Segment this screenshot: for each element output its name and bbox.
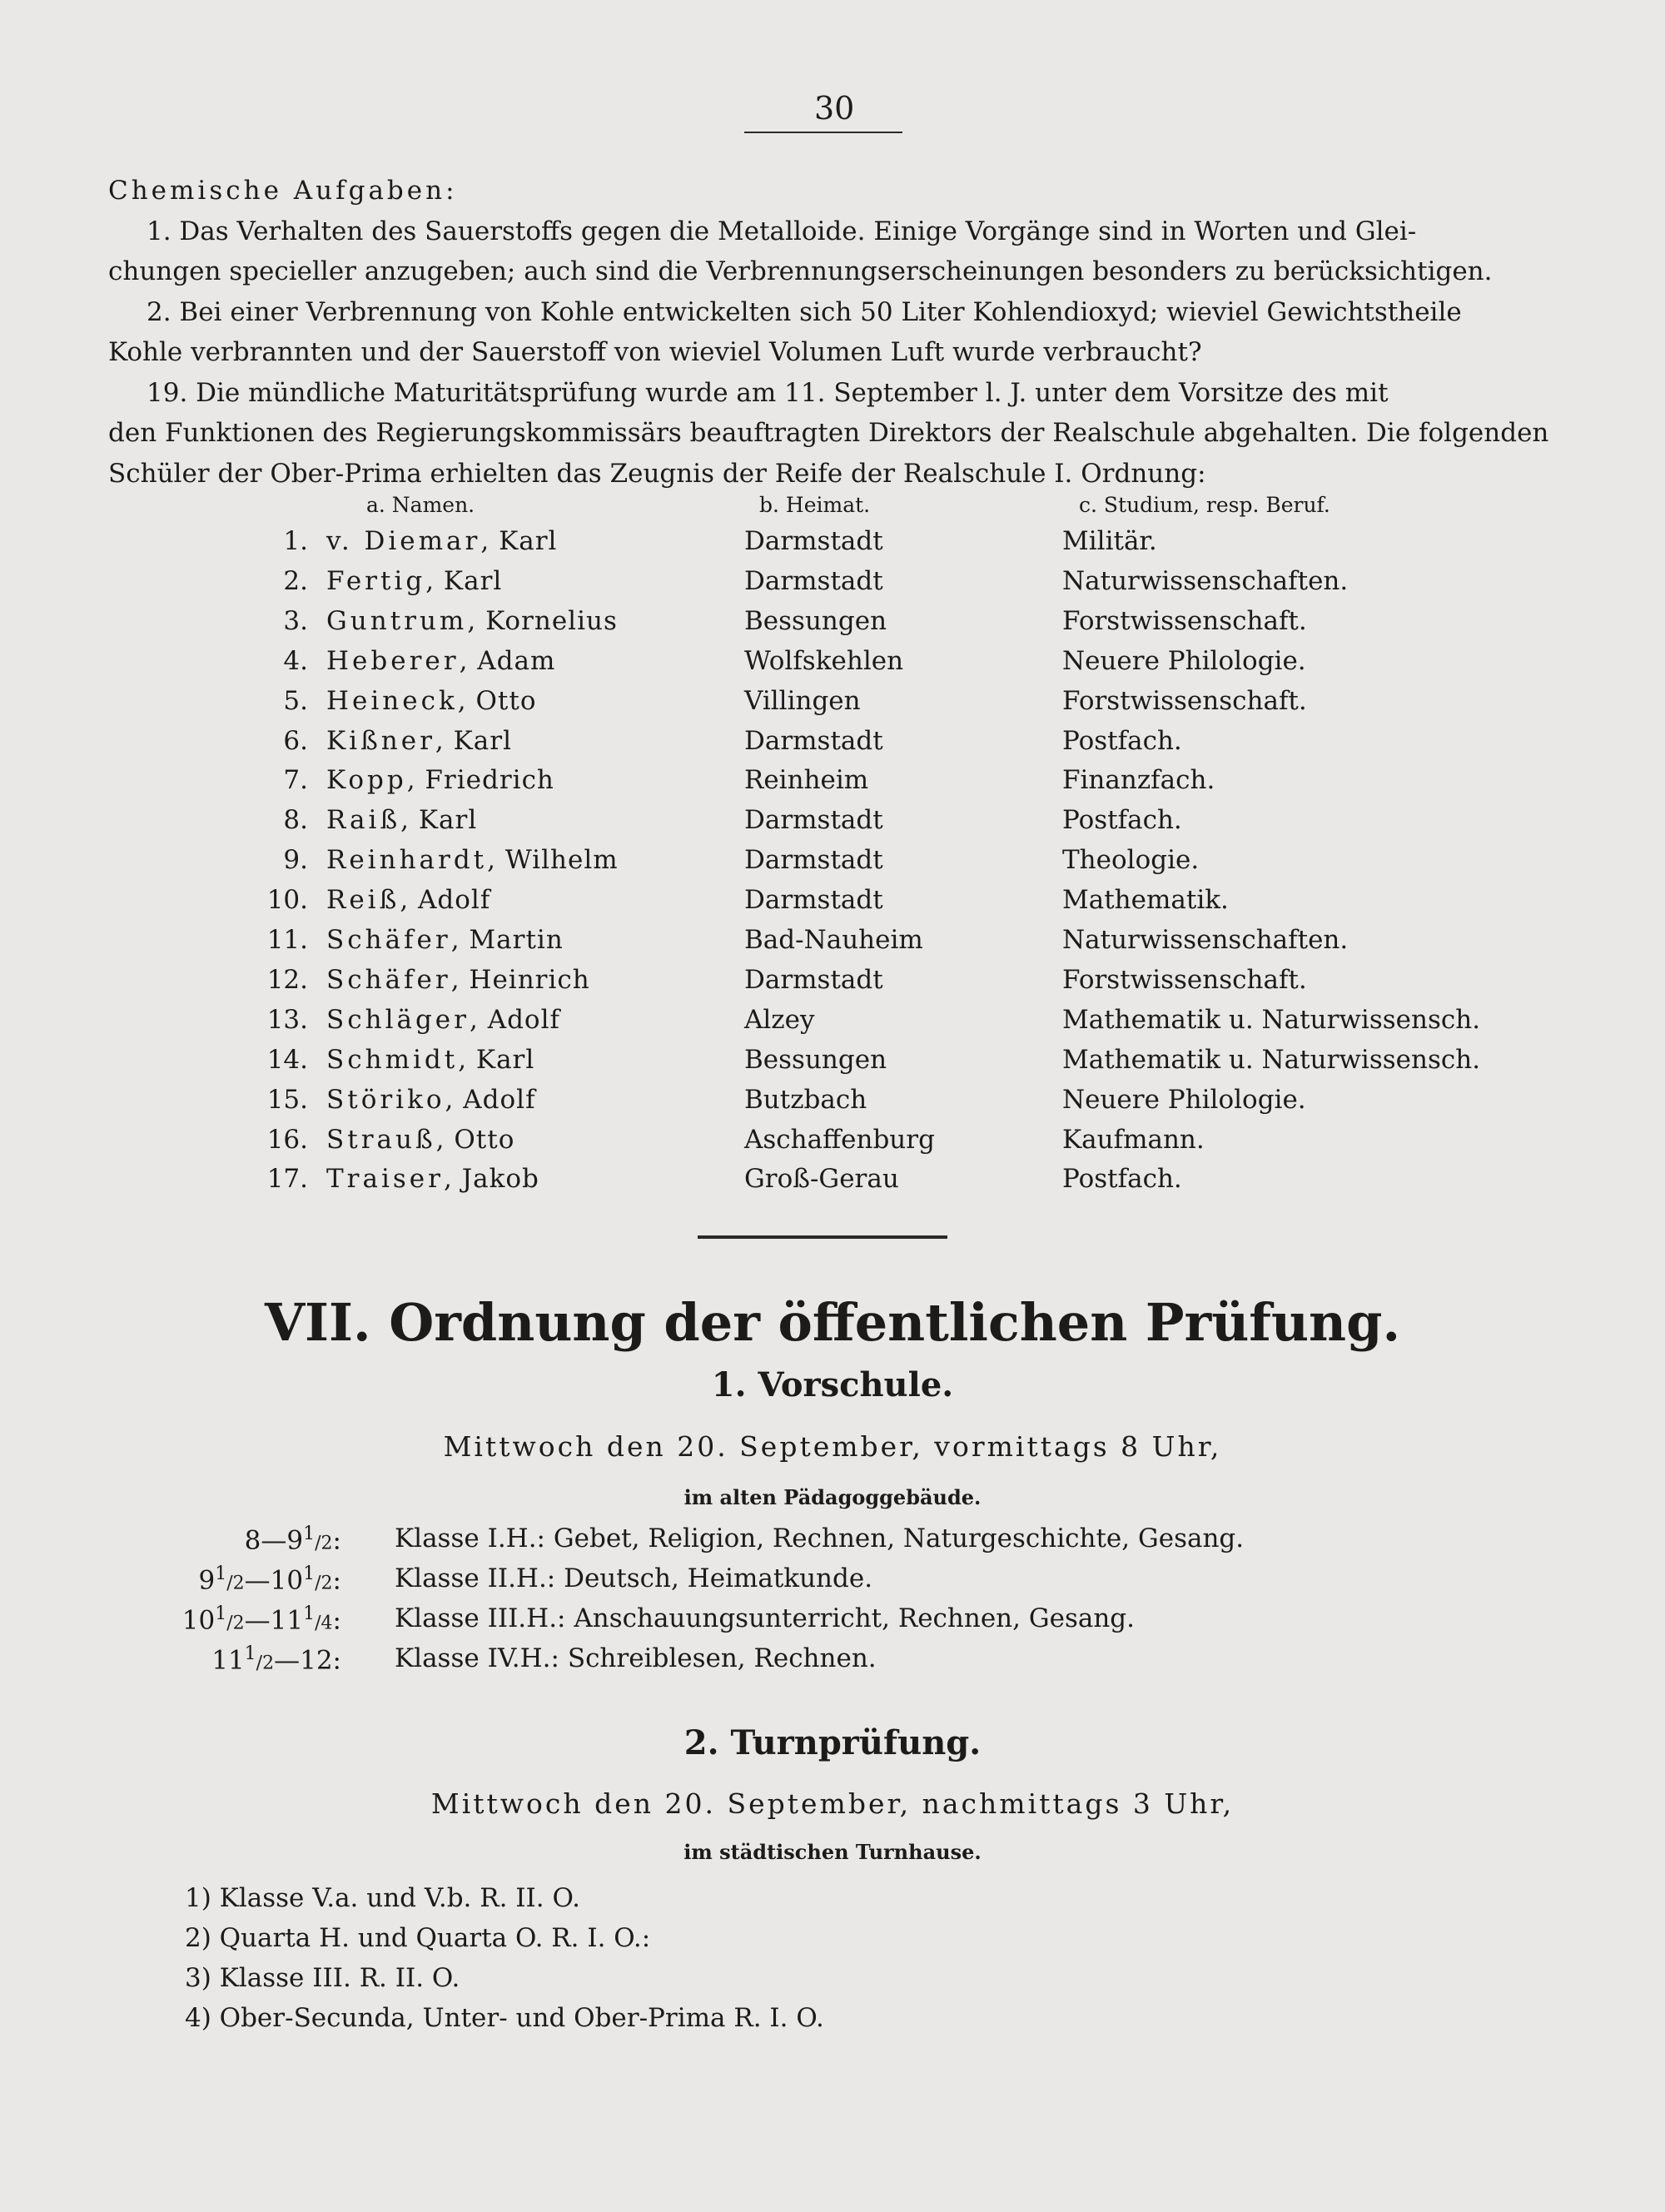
paragraph-line: den Funktionen des Regierungskommissärs beauftragten Direktors der Realschule abgehalten. Die folgenden [108,418,1549,448]
row-number: 2. [283,565,308,596]
time-colon: : [332,1565,341,1596]
table-row [0,1085,1665,1125]
name-separator: , [435,1124,455,1155]
part1-date: Mittwoch den 20. September, vormittags 8 Uhr, [443,1430,1222,1463]
surname: Reinhardt [326,845,488,876]
name-separator: , [445,1084,464,1115]
hometown: Wolfskehlen [744,645,904,676]
given-name: Wilhelm [504,845,619,876]
hometown: Darmstadt [744,885,883,916]
time-part: 9 [198,1565,216,1596]
part1-heading: 1. Vorschule. [711,1365,954,1404]
career: Militär. [1062,526,1157,556]
time-slot [166,1643,341,1675]
surname: Fertig [326,565,426,596]
hometown: Reinheim [744,765,869,796]
exam-item: 1) Klasse V.a. und V.b. R. II. O. [185,1883,580,1913]
hometown: Butzbach [744,1084,867,1115]
given-name: Karl [418,805,478,836]
name-separator: , [406,765,425,796]
student-name [326,1125,514,1155]
time-fraction: 1 [215,1603,227,1624]
hometown: Darmstadt [744,845,883,876]
surname: Kißner [326,725,435,756]
time-fraction: /2 [315,1573,333,1594]
column-header-career: c. Studium, resp. Beruf. [1079,493,1330,517]
career: Forstwissenschaft. [1062,685,1307,716]
given-name: Otto [454,1124,515,1155]
exam-item: 4) Ober-Secunda, Unter- und Ober-Prima R. I. O. [185,2003,824,2033]
name-separator: , [450,964,470,995]
paragraph-line: 19. Die mündliche Maturitätsprüfung wurde am 11. September l. J. unter dem Vorsitze des mit [147,377,1389,408]
part2-place: im städtischen Turnhause. [683,1840,982,1864]
time-fraction: /2 [256,1653,275,1674]
name-separator: , [457,685,476,716]
schedule-description: Klasse II.H.: Deutsch, Heimatkunde. [395,1563,873,1593]
row-number: 3. [283,605,308,636]
name-separator: , [400,805,419,836]
table-row [0,805,1665,845]
part2-heading: 2. Turnprüfung. [683,1723,982,1762]
time-fraction: 1 [303,1603,316,1624]
time-slot [166,1563,341,1595]
paragraph-line: Schüler der Ober-Prima erhielten das Zeugnis der Reife der Realschule I. Ordnung: [108,458,1206,489]
table-row [0,606,1665,646]
column-header-home: b. Heimat. [759,493,871,517]
name-separator: , [435,725,454,756]
time-part: —11 [244,1605,304,1636]
given-name: Adam [477,645,556,676]
time-part: —12 [274,1645,333,1676]
time-fraction: 1 [303,1524,316,1544]
time-slot [166,1524,341,1555]
hometown: Groß-Gerau [744,1164,899,1195]
surname: Guntrum [326,605,468,636]
time-colon: : [332,1605,341,1636]
career: Mathematik u. Naturwissensch. [1062,1004,1481,1035]
row-number: 15. [266,1084,308,1115]
section-divider [698,1235,947,1239]
career: Mathematik. [1062,885,1229,916]
career: Naturwissenschaften. [1062,565,1349,596]
hometown: Darmstadt [744,964,883,995]
row-number: 1. [283,526,308,556]
name-separator: , [469,1004,488,1035]
row-number: 7. [283,765,308,796]
schedule-description: Klasse I.H.: Gebet, Religion, Rechnen, Naturgeschichte, Gesang. [395,1524,1245,1553]
hometown: Darmstadt [744,805,883,836]
given-name: Otto [475,685,537,716]
name-separator: , [487,845,505,876]
name-separator: , [450,925,470,955]
column-header-names: a. Namen. [366,493,475,517]
hometown: Alzey [744,1004,815,1035]
surname: Strauß [326,1124,436,1155]
surname: v. Diemar [326,526,481,556]
surname: Schäfer [326,964,451,995]
surname: Schläger [326,1004,470,1035]
header-rule [744,132,902,133]
career: Postfach. [1062,725,1182,756]
time-fraction: /2 [315,1533,333,1554]
career: Forstwissenschaft. [1062,605,1307,636]
name-separator: , [425,565,444,596]
given-name: Karl [499,526,558,556]
task-line: Kohle verbrannten und der Sauerstoff von wieviel Volumen Luft wurde verbraucht? [108,337,1202,367]
student-name [326,1164,539,1194]
time-part: 10 [181,1605,216,1636]
hometown: Bad-Nauheim [744,925,923,955]
student-name [326,686,536,716]
exam-item: 3) Klasse III. R. II. O. [185,1963,460,1993]
given-name: Karl [443,565,503,596]
task-line: 1. Das Verhalten des Sauerstoffs gegen die Metalloide. Einige Vorgänge sind in Worten und Glei- [147,216,1417,246]
task-line: 2. Bei einer Verbrennung von Kohle entwickelten sich 50 Liter Kohlendioxyd; wieviel Gewichtstheile [147,296,1462,327]
time-part: 8—9 [244,1525,304,1556]
student-name [326,526,557,556]
given-name: Adolf [418,885,491,916]
student-name [326,805,477,835]
hometown: Bessungen [744,1044,887,1075]
row-number: 5. [283,685,308,716]
student-name [326,1045,534,1075]
career: Neuere Philologie. [1062,1084,1306,1115]
career: Finanzfach. [1062,765,1215,796]
table-row [0,526,1665,566]
hometown: Bessungen [744,605,887,636]
name-separator: , [458,1044,476,1075]
time-colon: : [332,1645,341,1676]
name-separator: , [443,1164,462,1195]
hometown: Darmstadt [744,725,883,756]
chemistry-heading: Chemische Aufgaben: [108,176,458,206]
table-row [0,1005,1665,1045]
student-name [326,646,555,676]
row-number: 16. [266,1124,308,1155]
part1-place: im alten Pädagoggebäude. [683,1485,982,1509]
student-name [326,566,502,596]
time-fraction: /4 [315,1613,333,1634]
student-name [326,885,490,915]
row-number: 9. [283,845,308,876]
student-name [326,845,619,875]
surname: Kopp [326,765,407,796]
career: Naturwissenschaften. [1062,925,1349,955]
table-row [0,965,1665,1005]
student-name [326,726,512,756]
row-number: 13. [266,1004,308,1035]
table-row [0,845,1665,885]
time-fraction: 1 [303,1563,316,1584]
row-number: 14. [266,1044,308,1075]
row-number: 6. [283,725,308,756]
page-number: 30 [814,90,855,127]
given-name: Adolf [487,1004,560,1035]
career: Theologie. [1062,845,1200,876]
table-row [0,765,1665,805]
surname: Heberer [326,645,460,676]
name-separator: , [467,605,486,636]
task-line: chungen specieller anzugeben; auch sind die Verbrennungserscheinungen besonders zu berücksichtigen. [108,256,1493,286]
hometown: Darmstadt [744,526,883,556]
name-separator: , [459,645,478,676]
student-name [326,1085,536,1115]
time-part: 11 [211,1645,245,1676]
surname: Reiß [326,885,400,916]
student-name [326,606,618,636]
career: Kaufmann. [1062,1124,1205,1155]
surname: Schmidt [326,1044,459,1075]
career: Forstwissenschaft. [1062,964,1307,995]
hometown: Aschaffenburg [744,1124,935,1155]
given-name: Heinrich [469,964,590,995]
hometown: Darmstadt [744,565,883,596]
table-row [0,646,1665,686]
career: Postfach. [1062,805,1182,836]
table-row [0,686,1665,726]
part2-date: Mittwoch den 20. September, nachmittags 3 Uhr, [430,1787,1235,1820]
surname: Störiko [326,1084,445,1115]
given-name: Friedrich [425,765,554,796]
surname: Heineck [326,685,458,716]
student-name [326,925,564,955]
row-number: 10. [266,885,308,916]
time-fraction: /2 [226,1613,245,1634]
student-name [326,765,554,795]
time-part: —10 [244,1565,304,1596]
schedule-description: Klasse IV.H.: Schreiblesen, Rechnen. [395,1643,877,1673]
row-number: 8. [283,805,308,836]
given-name: Jakob [461,1164,539,1195]
table-row [0,1125,1665,1165]
career: Neuere Philologie. [1062,645,1306,676]
given-name: Adolf [463,1084,536,1115]
surname: Schäfer [326,925,451,955]
section-title: VII. Ordnung der öffentlichen Prüfung. [264,1292,1401,1353]
hometown: Villingen [744,685,861,716]
student-name [326,1005,560,1035]
time-slot [166,1603,341,1635]
table-row [0,885,1665,925]
exam-item: 2) Quarta H. und Quarta O. R. I. O.: [185,1923,651,1953]
time-fraction: 1 [215,1563,227,1584]
student-name [326,965,590,995]
given-name: Karl [453,725,513,756]
time-fraction: 1 [244,1643,256,1664]
schedule-description: Klasse III.H.: Anschauungsunterricht, Rechnen, Gesang. [395,1603,1136,1633]
time-colon: : [332,1525,341,1556]
time-fraction: /2 [226,1573,245,1594]
career: Mathematik u. Naturwissensch. [1062,1044,1481,1075]
surname: Traiser [326,1164,444,1195]
table-row [0,1045,1665,1085]
row-number: 12. [266,964,308,995]
table-row [0,726,1665,766]
row-number: 11. [266,925,308,955]
name-separator: , [480,526,500,556]
name-separator: , [400,885,419,916]
career: Postfach. [1062,1164,1182,1195]
table-row [0,1164,1665,1204]
table-row [0,566,1665,606]
surname: Raiß [326,805,401,836]
row-number: 17. [266,1164,308,1195]
chemistry-tasks [108,171,1548,494]
given-name: Karl [475,1044,535,1075]
given-name: Martin [469,925,564,955]
table-row [0,925,1665,965]
given-name: Kornelius [485,605,618,636]
row-number: 4. [283,645,308,676]
